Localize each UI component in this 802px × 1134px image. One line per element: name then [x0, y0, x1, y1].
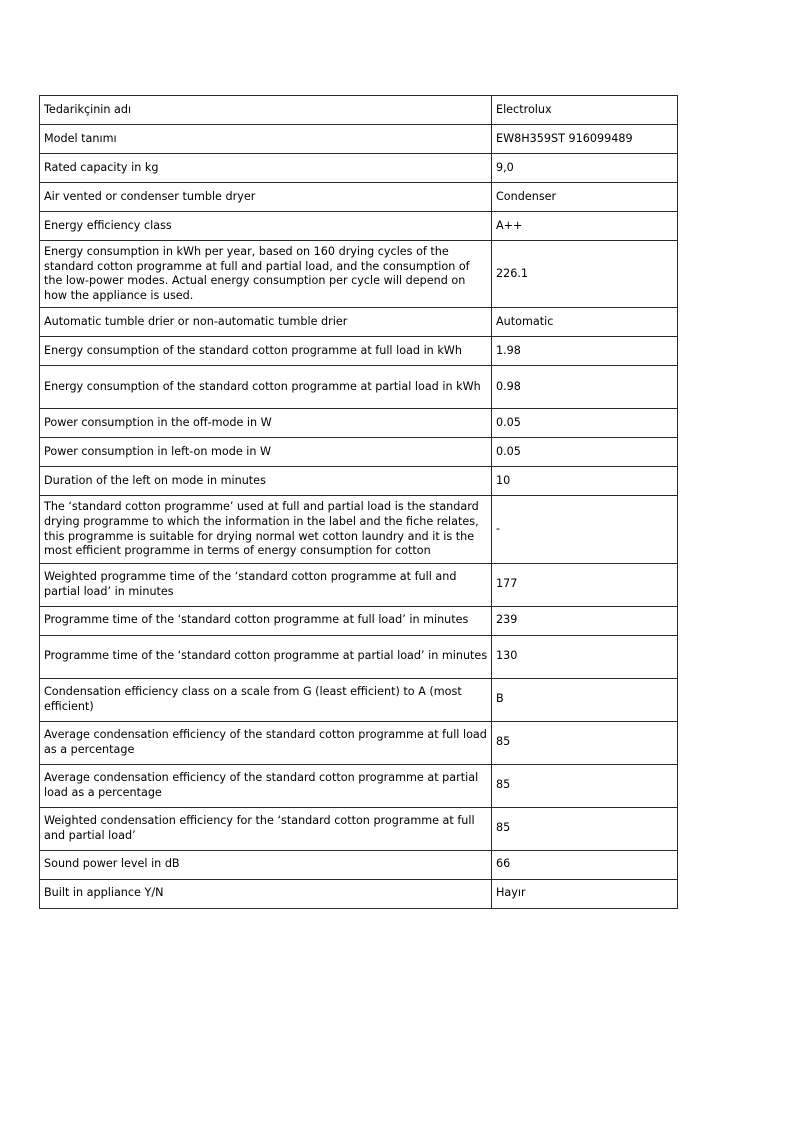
table-cell-value: A++ [492, 212, 678, 241]
table-cell-label: Sound power level in dB [40, 850, 492, 879]
table-cell-label: Power consumption in left-on mode in W [40, 438, 492, 467]
table-cell-value: EW8H359ST 916099489 [492, 125, 678, 154]
table-cell-value: 0.98 [492, 366, 678, 409]
table-cell-label: Energy consumption of the standard cotton programme at full load in kWh [40, 337, 492, 366]
table-cell-value: 66 [492, 850, 678, 879]
table-row [40, 154, 678, 183]
table-row [40, 96, 678, 125]
table-cell-label: The ‘standard cotton programme’ used at full and partial load is the standard drying programme to which the information in the label and the fiche relates, this programme is suitable for drying normal wet cotton laundry and it is the most efficient programme in terms of energy consumption for cotton [40, 496, 492, 563]
table-cell-value: 10 [492, 467, 678, 496]
table-cell-label: Automatic tumble drier or non-automatic tumble drier [40, 308, 492, 337]
table-cell-label: Weighted programme time of the ‘standard cotton programme at full and partial load’ in minutes [40, 563, 492, 606]
table-cell-value: 177 [492, 563, 678, 606]
table-row [40, 606, 678, 635]
table-cell-label: Condensation efficiency class on a scale from G (least efficient) to A (most efficient) [40, 678, 492, 721]
table-cell-label: Average condensation efficiency of the standard cotton programme at full load as a percentage [40, 721, 492, 764]
table-row [40, 764, 678, 807]
table-cell-value: 1.98 [492, 337, 678, 366]
table-cell-value: 9,0 [492, 154, 678, 183]
table-cell-value: 85 [492, 764, 678, 807]
table-row [40, 635, 678, 678]
table-cell-label: Average condensation efficiency of the standard cotton programme at partial load as a percentage [40, 764, 492, 807]
table-row [40, 409, 678, 438]
table-cell-value: 239 [492, 606, 678, 635]
table-cell-label: Air vented or condenser tumble dryer [40, 183, 492, 212]
table-cell-value: Hayır [492, 879, 678, 908]
table-cell-label: Built in appliance Y/N [40, 879, 492, 908]
table-row [40, 212, 678, 241]
table-row [40, 807, 678, 850]
table-cell-value: Electrolux [492, 96, 678, 125]
table-cell-label: Tedarikçinin adı [40, 96, 492, 125]
table-row [40, 467, 678, 496]
table-cell-value: B [492, 678, 678, 721]
table-cell-value: 130 [492, 635, 678, 678]
table-cell-value: 226.1 [492, 241, 678, 308]
table-cell-value: 85 [492, 807, 678, 850]
table-cell-value: 0.05 [492, 438, 678, 467]
table-row [40, 563, 678, 606]
table-row [40, 496, 678, 563]
table-cell-value: 0.05 [492, 409, 678, 438]
table-row [40, 850, 678, 879]
table-cell-label: Energy efficiency class [40, 212, 492, 241]
table-row [40, 241, 678, 308]
table-row [40, 438, 678, 467]
table-cell-label: Model tanımı [40, 125, 492, 154]
table-row [40, 879, 678, 908]
table-cell-label: Programme time of the ‘standard cotton programme at full load’ in minutes [40, 606, 492, 635]
table-cell-label: Energy consumption of the standard cotton programme at partial load in kWh [40, 366, 492, 409]
table-row [40, 721, 678, 764]
table-body [40, 96, 678, 909]
table-cell-label: Power consumption in the off-mode in W [40, 409, 492, 438]
table-cell-label: Duration of the left on mode in minutes [40, 467, 492, 496]
product-fiche-table [39, 95, 678, 909]
table-row [40, 337, 678, 366]
table-cell-label: Programme time of the ‘standard cotton programme at partial load’ in minutes [40, 635, 492, 678]
table-row [40, 183, 678, 212]
table-row [40, 308, 678, 337]
table-cell-label: Rated capacity in kg [40, 154, 492, 183]
table-row [40, 366, 678, 409]
table-row [40, 125, 678, 154]
table-cell-value: - [492, 496, 678, 563]
table-cell-value: 85 [492, 721, 678, 764]
table-cell-label: Weighted condensation efficiency for the ‘standard cotton programme at full and partial load’ [40, 807, 492, 850]
table-row [40, 678, 678, 721]
table-cell-value: Condenser [492, 183, 678, 212]
table-cell-value: Automatic [492, 308, 678, 337]
table-cell-label: Energy consumption in kWh per year, based on 160 drying cycles of the standard cotton programme at full and partial load, and the consumption of the low-power modes. Actual energy consumption per cycle will depend on how the appliance is used. [40, 241, 492, 308]
